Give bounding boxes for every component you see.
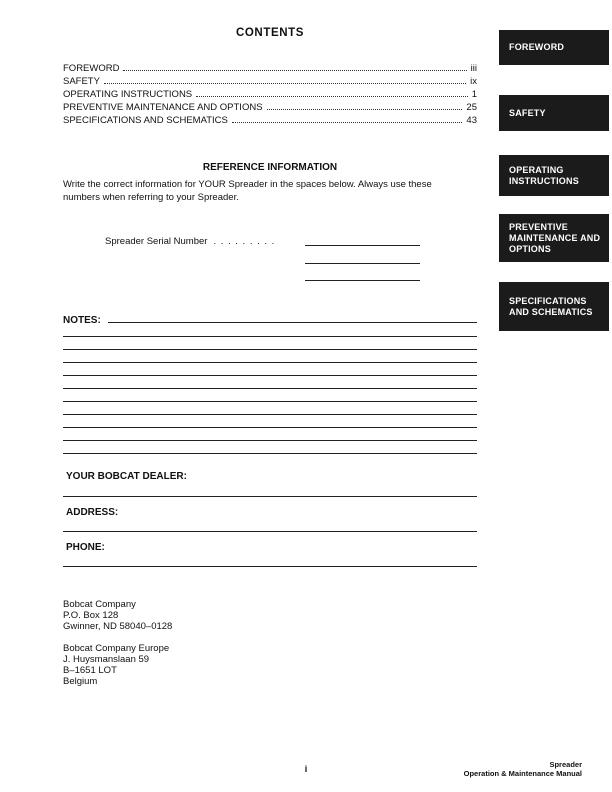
footer-page-number: i [304,764,308,774]
address-line: J. Huysmanslaan 59 [63,654,150,665]
toc-entry-foreword [63,63,477,76]
dealer-field [63,471,477,497]
dot-leader [196,96,468,97]
toc-entry-label: FOREWORD [63,63,120,74]
ruled-line [63,337,477,350]
side-tab-foreword [499,30,609,65]
blank-fill-line [63,496,477,497]
ruled-line [63,324,477,337]
ruled-line [63,350,477,363]
company-address-europe [63,643,172,687]
address-field [63,507,477,532]
toc-entry-safety [63,76,477,89]
footer-doc-title: Spreader [549,760,582,769]
side-tab-safety [499,95,609,131]
ruled-line [63,428,477,441]
blank-fill-line [305,280,420,281]
toc-entry-page: ix [470,76,477,87]
toc-entry-operating-instructions [63,89,477,102]
notes-ruled-lines [63,324,477,454]
reference-information-text: Write the correct information for YOUR Spreader in the spaces below. Always use these numbers when referring to your Spreader. [63,179,432,203]
dot-leader [232,122,463,123]
ruled-line [63,415,477,428]
toc-entry-label: SPECIFICATIONS AND SCHEMATICS [63,115,228,126]
toc-entry-specifications [63,115,477,128]
dot-leader [267,109,463,110]
toc-entry-label: OPERATING INSTRUCTIONS [63,89,193,100]
ruled-line [63,363,477,376]
address-line: Belgium [63,676,98,687]
reference-information-heading: REFERENCE INFORMATION [202,162,338,173]
address-line: B–1651 LOT [63,665,117,676]
address-label: ADDRESS: [66,507,119,518]
side-tab-operating-instructions [499,155,609,196]
address-line: Bobcat Company [63,599,136,610]
dealer-label: YOUR BOBCAT DEALER: [66,471,187,482]
toc-entry-page: 43 [466,115,477,126]
toc-entry-preventive-maintenance [63,102,477,115]
side-tab-specifications-schematics [499,282,609,331]
serial-number-row [105,236,275,247]
phone-label: PHONE: [66,542,105,553]
table-of-contents [63,63,477,128]
company-addresses [63,599,172,698]
side-tab-label: FOREWORD [509,42,565,52]
toc-entry-page: 1 [471,89,477,100]
blank-fill-line [305,245,420,246]
blank-fill-line [63,566,477,567]
toc-entry-page: 25 [466,102,477,113]
blank-fill-line [63,531,477,532]
ruled-line [63,376,477,389]
dot-leader [123,70,466,71]
serial-number-label: Spreader Serial Number [105,236,208,247]
footer-document-title [464,760,582,778]
phone-field [63,542,477,567]
blank-fill-line [305,263,420,264]
toc-entry-label: PREVENTIVE MAINTENANCE AND OPTIONS [63,102,263,113]
ruled-line [63,441,477,454]
serial-number-blank-lines [305,245,420,298]
side-tab-label: PREVENTIVE MAINTENANCE AND OPTIONS [509,221,601,254]
dot-leader [104,83,466,84]
toc-entry-label: SAFETY [63,76,100,87]
side-tab-label: OPERATING INSTRUCTIONS [509,164,579,186]
address-line: P.O. Box 128 [63,610,119,621]
serial-dot-leader: . . . . . . . . . [213,236,276,247]
address-line: Bobcat Company Europe [63,643,170,654]
ruled-line [63,389,477,402]
company-address-us [63,599,172,632]
toc-entry-page: iii [470,63,477,74]
ruled-line [63,402,477,415]
side-tab-label: SPECIFICATIONS AND SCHEMATICS [509,295,593,317]
blank-fill-line [108,322,477,323]
notes-label: NOTES: [63,315,101,326]
side-tab-preventive-maintenance [499,214,609,262]
footer-doc-subtitle: Operation & Maintenance Manual [463,769,582,778]
side-tab-label: SAFETY [509,107,546,118]
address-line: Gwinner, ND 58040–0128 [63,621,173,632]
page-title: CONTENTS [235,27,305,39]
